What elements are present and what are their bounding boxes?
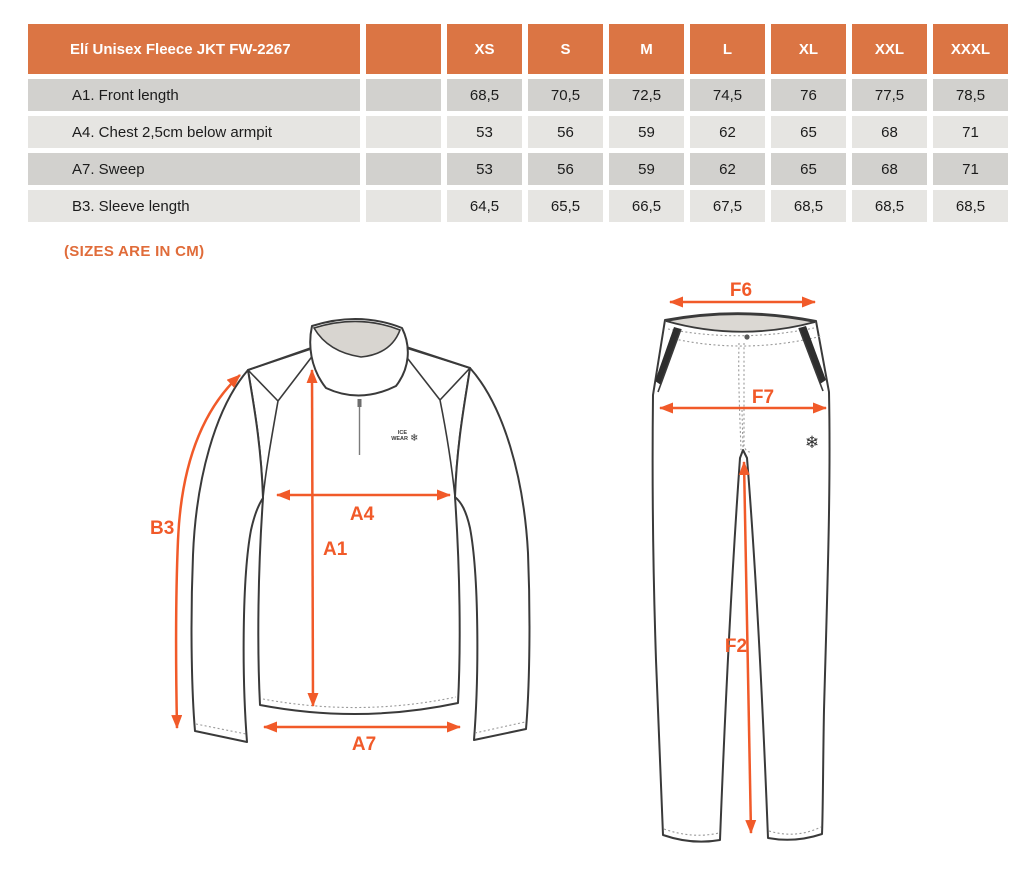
a4-label: A4 (349, 504, 375, 525)
jacket-drawing (192, 319, 530, 742)
size-header-xl: XL (771, 24, 846, 74)
product-title-cell: Elí Unisex Fleece JKT FW-2267 (28, 24, 360, 74)
table-cell: 68 (852, 153, 927, 185)
jacket-right-sleeve (455, 368, 529, 740)
f2-label: F2 (724, 636, 748, 657)
table-cell: 67,5 (690, 190, 765, 222)
table-cell: 78,5 (933, 79, 1008, 111)
b3-label: B3 (150, 518, 175, 539)
table-cell: 53 (447, 116, 522, 148)
sizes-in-cm-note: (SIZES ARE IN CM) (64, 243, 205, 260)
a1-label: A1 (323, 539, 348, 560)
snowflake-icon: ❄ (410, 433, 419, 444)
table-cell: 64,5 (447, 190, 522, 222)
f6-label: F6 (729, 280, 753, 301)
table-cell: 72,5 (609, 79, 684, 111)
table-cell: 65 (771, 153, 846, 185)
a1-front-length-arrow (312, 370, 313, 706)
size-table (28, 24, 1008, 222)
table-cell: 65,5 (528, 190, 603, 222)
pants-diagram (640, 280, 840, 860)
header-empty-cell (366, 24, 441, 74)
row-label-b3: B3. Sleeve length (28, 190, 360, 222)
row-label-a4: A4. Chest 2,5cm below armpit (28, 116, 360, 148)
table-cell: 68,5 (771, 190, 846, 222)
row-empty-cell (366, 116, 441, 148)
table-cell: 66,5 (609, 190, 684, 222)
table-cell: 76 (771, 79, 846, 111)
table-cell: 53 (447, 153, 522, 185)
table-cell: 71 (933, 153, 1008, 185)
brand-logo-line2: WEAR (391, 436, 408, 442)
table-cell: 56 (528, 116, 603, 148)
pants-drawing (653, 313, 830, 841)
row-empty-cell (366, 79, 441, 111)
table-cell: 74,5 (690, 79, 765, 111)
table-cell: 59 (609, 153, 684, 185)
jacket-zipper-pull (358, 399, 362, 407)
a7-label: A7 (351, 734, 377, 755)
table-cell: 70,5 (528, 79, 603, 111)
waist-button (744, 334, 749, 339)
table-cell: 56 (528, 153, 603, 185)
table-cell: 71 (933, 116, 1008, 148)
table-cell: 65 (771, 116, 846, 148)
pants-body (653, 313, 830, 841)
size-header-l: L (690, 24, 765, 74)
size-header-xxl: XXL (852, 24, 927, 74)
table-cell: 68,5 (852, 190, 927, 222)
row-label-a1: A1. Front length (28, 79, 360, 111)
table-cell: 62 (690, 116, 765, 148)
size-header-m: M (609, 24, 684, 74)
f7-label: F7 (751, 387, 775, 408)
table-cell: 68,5 (447, 79, 522, 111)
row-empty-cell (366, 153, 441, 185)
size-header-xxxl: XXXL (933, 24, 1008, 74)
size-header-xs: XS (447, 24, 522, 74)
brand-logo-line1: ICE (397, 430, 407, 436)
table-cell: 62 (690, 153, 765, 185)
table-cell: 59 (609, 116, 684, 148)
row-empty-cell (366, 190, 441, 222)
size-header-s: S (528, 24, 603, 74)
table-cell: 68,5 (933, 190, 1008, 222)
jacket-diagram (130, 300, 570, 770)
snowflake-icon: ❄ (804, 433, 820, 452)
table-cell: 68 (852, 116, 927, 148)
table-cell: 77,5 (852, 79, 927, 111)
row-label-a7: A7. Sweep (28, 153, 360, 185)
